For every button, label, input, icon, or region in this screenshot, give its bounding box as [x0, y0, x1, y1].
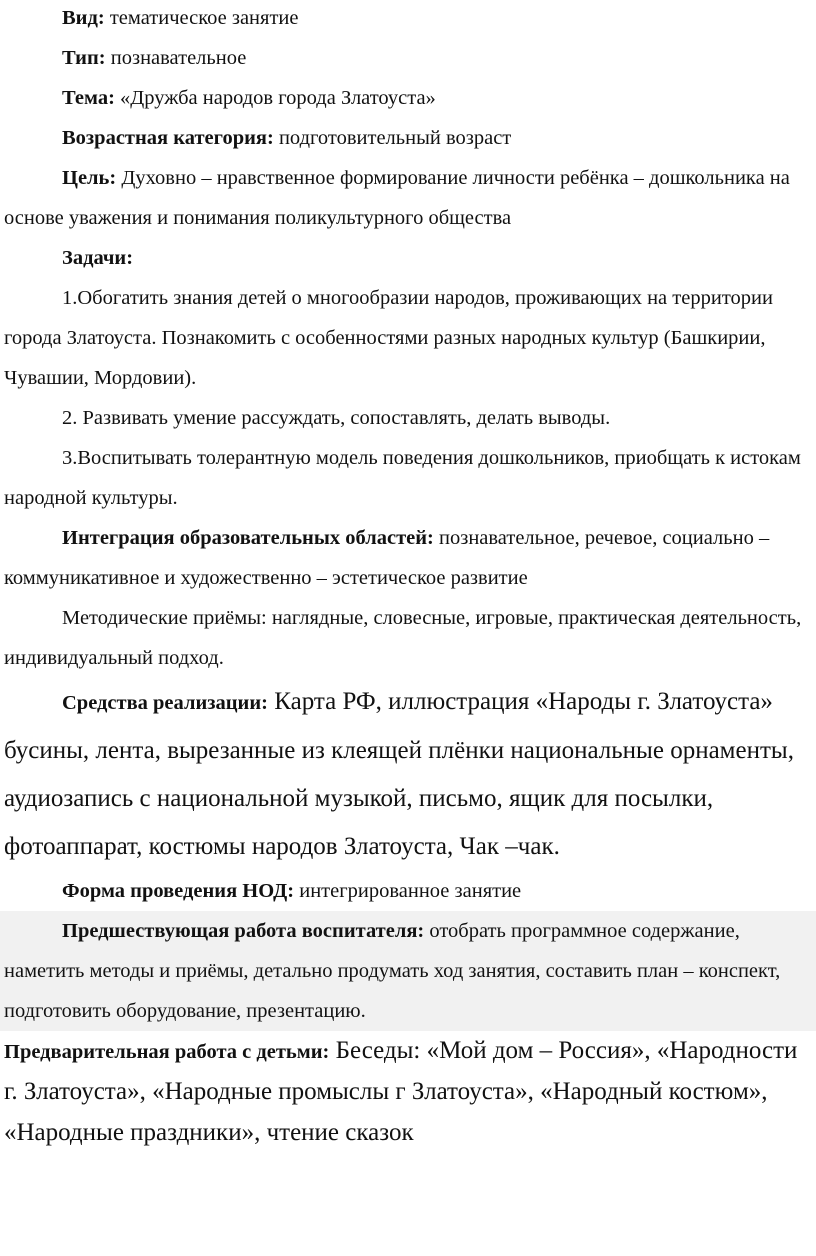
field-forma	[0, 871, 816, 911]
field-tip	[0, 38, 816, 78]
field-value: Духовно – нравственное формирование личности ребёнка – дошкольника на основе уважения и понимания поликультурного общества	[4, 167, 790, 229]
field-value: Карта РФ, иллюстрация «Народы г. Златоуста» бусины, лента, вырезанные из клеящей плёнки национальные орнаменты, аудиозапись с национальной музыкой, письмо, ящик для посылки, фотоаппарат, костюмы народов Златоуста, Чак –чак.	[4, 688, 794, 860]
field-predsh	[0, 911, 816, 1031]
field-value: «Дружба народов города Златоуста»	[114, 87, 436, 109]
field-label: Возрастная категория:	[62, 127, 274, 149]
field-cel	[0, 158, 816, 238]
field-label: Вид:	[62, 7, 105, 29]
field-label: Тип:	[62, 47, 106, 69]
field-value: познавательное, речевое, социально – коммуникативное и художественно – эстетическое развитие	[4, 527, 770, 589]
field-value: тематическое занятие	[104, 7, 299, 29]
field-label: Предшествующая работа воспитателя:	[62, 920, 425, 942]
field-value: подготовительный возраст	[273, 127, 512, 149]
field-integraciya	[0, 518, 816, 598]
field-label: Интеграция образовательных областей:	[62, 527, 434, 549]
zadacha-item: 2. Развивать умение рассуждать, сопоставлять, делать выводы.	[62, 407, 611, 429]
field-predv	[0, 1031, 816, 1154]
field-label: Предварительная работа с детьми:	[4, 1041, 330, 1063]
field-label: Средства реализации:	[62, 692, 269, 714]
zadacha-item: 1.Обогатить знания детей о многообразии народов, проживающих на территории города Златоуста. Познакомить с особенностями разных народных культур (Башкирии, Чувашии, Мордовии).	[4, 287, 773, 389]
field-label: Цель:	[62, 167, 117, 189]
zadacha-item: 3.Воспитывать толерантную модель поведения дошкольников, приобщать к истокам народной культуры.	[4, 447, 801, 509]
field-value: интегрированное занятие	[294, 880, 522, 902]
field-value: познавательное	[105, 47, 247, 69]
field-vid	[0, 0, 816, 38]
field-value: отобрать программное содержание, наметить методы и приёмы, детально продумать ход занятия, составить план – конспект, подготовить оборудование, презентацию.	[4, 920, 781, 1022]
field-vozrast	[0, 118, 816, 158]
field-label: Форма проведения НОД:	[62, 880, 295, 902]
field-metody: Методические приёмы: наглядные, словесные, игровые, практическая деятельность, индивидуальный подход.	[4, 607, 802, 669]
zadachi-heading: Задачи:	[62, 247, 134, 269]
field-label: Тема:	[62, 87, 115, 109]
field-tema	[0, 78, 816, 118]
field-sredstva	[0, 678, 816, 871]
field-value: Беседы: «Мой дом – Россия», «Народности г. Златоуста», «Народные промыслы г Златоуста», «Народный костюм», «Народные праздники», чтение сказок	[4, 1037, 798, 1146]
